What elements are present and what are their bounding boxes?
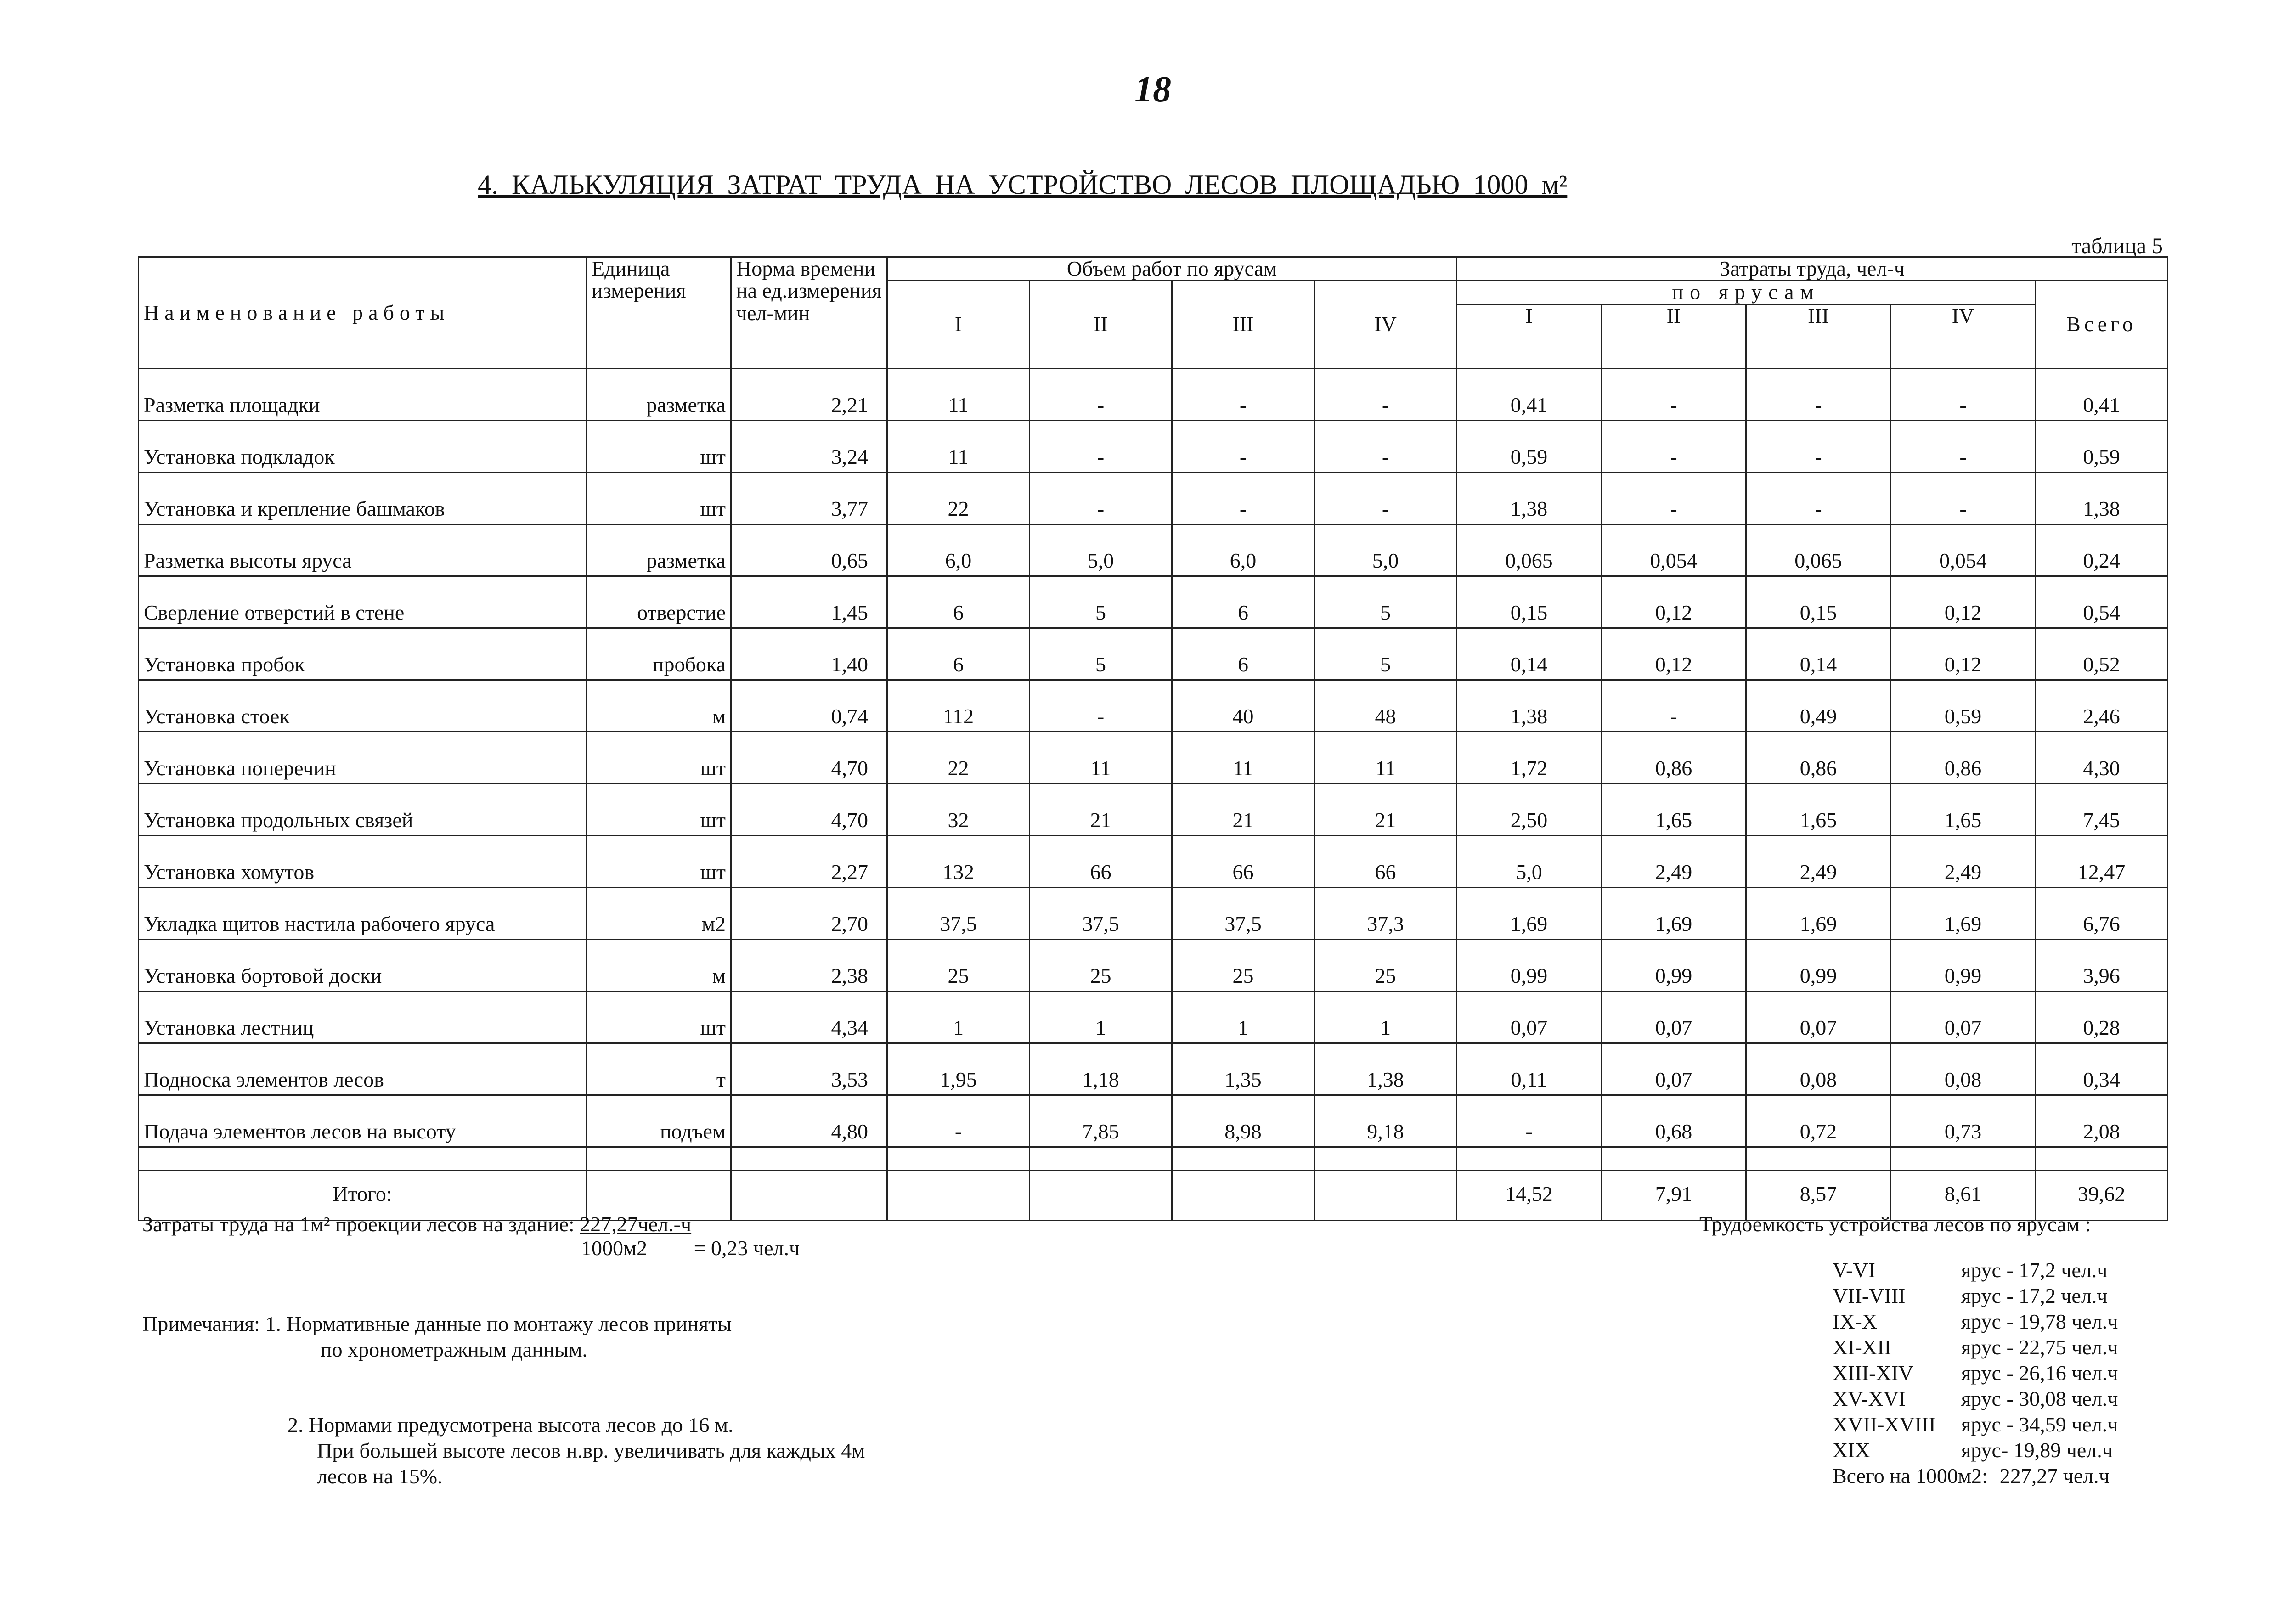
labor-tier-3-cell: 1,65 — [1746, 783, 1891, 835]
volume-tier-2-cell: 21 — [1030, 783, 1172, 835]
table-row — [139, 368, 2168, 420]
labor-cost-table — [138, 256, 2168, 1221]
work-name-cell: Установка и крепление башмаков — [139, 472, 587, 524]
labor-total-cell: 2,46 — [2036, 680, 2168, 732]
norm-cell: 4,70 — [731, 783, 887, 835]
work-name-cell: Подноска элементов лесов — [139, 1043, 587, 1095]
table-row — [139, 887, 2168, 939]
tier-labor-item — [1833, 1335, 2118, 1360]
labor-tier-2-cell: - — [1602, 420, 1746, 472]
norm-cell: 3,53 — [731, 1043, 887, 1095]
grand-total-cell: 39,62 — [2036, 1170, 2168, 1220]
header-vol-tier-2: II — [1030, 281, 1172, 368]
labor-tier-3-cell: 0,15 — [1746, 576, 1891, 628]
labor-tier-3-cell: 0,86 — [1746, 732, 1891, 783]
table-row — [139, 991, 2168, 1043]
grand-total-value: 227,27 чел.ч — [1999, 1464, 2110, 1487]
volume-tier-3-cell: 6 — [1172, 576, 1314, 628]
empty-cell — [139, 1147, 587, 1170]
labor-tier-3-cell: - — [1746, 420, 1891, 472]
table-row — [139, 732, 2168, 783]
volume-tier-1-cell: 1 — [887, 991, 1030, 1043]
empty-cell — [1172, 1170, 1314, 1220]
labor-tier-2-cell: 0,68 — [1602, 1095, 1746, 1147]
header-vol-tier-1: I — [887, 281, 1030, 368]
unit-cell: шт — [587, 732, 731, 783]
table-body — [139, 368, 2168, 1220]
labor-tier-3-cell: 0,99 — [1746, 939, 1891, 991]
empty-cell — [1457, 1147, 1602, 1170]
tier-range: XVII-XVIII — [1833, 1413, 1936, 1436]
labor-tier-4-cell: 0,12 — [1891, 628, 2036, 680]
empty-cell — [1030, 1147, 1172, 1170]
empty-cell — [1030, 1170, 1172, 1220]
volume-tier-2-cell: 37,5 — [1030, 887, 1172, 939]
norm-cell: 2,27 — [731, 835, 887, 887]
norm-cell: 1,40 — [731, 628, 887, 680]
norm-cell: 4,70 — [731, 732, 887, 783]
labor-tier-3-cell: 0,065 — [1746, 524, 1891, 576]
tier-labor-item — [1833, 1283, 2118, 1309]
empty-cell — [1746, 1147, 1891, 1170]
volume-tier-2-cell: 66 — [1030, 835, 1172, 887]
cost-result: = 0,23 чел.ч — [694, 1236, 800, 1260]
empty-cell — [1602, 1147, 1746, 1170]
tier-labor-item — [1833, 1257, 2118, 1283]
empty-cell — [731, 1147, 887, 1170]
unit-cell: шт — [587, 472, 731, 524]
unit-cell: т — [587, 1043, 731, 1095]
volume-tier-2-cell: 25 — [1030, 939, 1172, 991]
labor-tier-1-cell: 1,69 — [1457, 887, 1602, 939]
volume-tier-3-cell: 6,0 — [1172, 524, 1314, 576]
volume-tier-3-cell: - — [1172, 472, 1314, 524]
labor-total-cell: 0,41 — [2036, 368, 2168, 420]
volume-tier-1-cell: 112 — [887, 680, 1030, 732]
header-by-tiers: по ярусам — [1457, 281, 2036, 304]
labor-tier-4-cell: - — [1891, 368, 2036, 420]
labor-tier-4-cell: 2,49 — [1891, 835, 2036, 887]
labor-tier-3-cell: 0,07 — [1746, 991, 1891, 1043]
volume-tier-3-cell: 25 — [1172, 939, 1314, 991]
volume-tier-2-cell: 1,18 — [1030, 1043, 1172, 1095]
labor-tier-4-cell: 0,99 — [1891, 939, 2036, 991]
volume-tier-4-cell: 48 — [1314, 680, 1457, 732]
unit-cell: разметка — [587, 368, 731, 420]
tier-labor-item — [1833, 1386, 2118, 1412]
grand-total-line — [1833, 1463, 2118, 1489]
volume-tier-2-cell: - — [1030, 472, 1172, 524]
table-row — [139, 472, 2168, 524]
labor-tier-1-cell: 0,14 — [1457, 628, 1602, 680]
tier-labor-item — [1833, 1412, 2118, 1437]
table-row — [139, 576, 2168, 628]
volume-tier-4-cell: 1 — [1314, 991, 1457, 1043]
header-norm: Норма времени на ед.измерения чел-мин — [731, 257, 887, 369]
labor-tier-2-cell: - — [1602, 368, 1746, 420]
volume-tier-2-cell: 11 — [1030, 732, 1172, 783]
norm-cell: 2,70 — [731, 887, 887, 939]
labor-total-cell: 3,96 — [2036, 939, 2168, 991]
unit-cell: шт — [587, 835, 731, 887]
labor-tier-1-cell: 0,99 — [1457, 939, 1602, 991]
labor-tier-4-cell: 0,86 — [1891, 732, 2036, 783]
volume-tier-3-cell: 40 — [1172, 680, 1314, 732]
table-row — [139, 835, 2168, 887]
page-number: 18 — [1134, 69, 1171, 110]
volume-tier-1-cell: 32 — [887, 783, 1030, 835]
volume-tier-4-cell: 1,38 — [1314, 1043, 1457, 1095]
grand-total-label: Всего на 1000м2: — [1833, 1464, 1988, 1487]
volume-tier-2-cell: 5,0 — [1030, 524, 1172, 576]
labor-total-cell: 6,76 — [2036, 887, 2168, 939]
cost-per-m2-line — [142, 1211, 691, 1237]
volume-tier-1-cell: - — [887, 1095, 1030, 1147]
empty-cell — [1314, 1170, 1457, 1220]
total-labor-tier-3-cell: 8,57 — [1746, 1170, 1891, 1220]
empty-cell — [731, 1170, 887, 1220]
header-lab-tier-4: IV — [1891, 304, 2036, 368]
table-row — [139, 524, 2168, 576]
empty-cell — [1172, 1147, 1314, 1170]
totals-label-cell: Итого: — [139, 1170, 587, 1220]
norm-cell: 0,65 — [731, 524, 887, 576]
volume-tier-1-cell: 132 — [887, 835, 1030, 887]
work-name-cell: Установка пробок — [139, 628, 587, 680]
volume-tier-4-cell: 11 — [1314, 732, 1457, 783]
volume-tier-1-cell: 6 — [887, 576, 1030, 628]
unit-cell: м — [587, 680, 731, 732]
unit-cell: отверстие — [587, 576, 731, 628]
volume-tier-4-cell: 5 — [1314, 628, 1457, 680]
volume-tier-2-cell: 7,85 — [1030, 1095, 1172, 1147]
labor-total-cell: 2,08 — [2036, 1095, 2168, 1147]
work-name-cell: Установка подкладок — [139, 420, 587, 472]
labor-tier-3-cell: - — [1746, 472, 1891, 524]
volume-tier-3-cell: 1,35 — [1172, 1043, 1314, 1095]
volume-tier-2-cell: - — [1030, 420, 1172, 472]
volume-tier-3-cell: 6 — [1172, 628, 1314, 680]
total-labor-tier-1-cell: 14,52 — [1457, 1170, 1602, 1220]
volume-tier-1-cell: 22 — [887, 732, 1030, 783]
norm-cell: 3,77 — [731, 472, 887, 524]
labor-tier-1-cell: 0,59 — [1457, 420, 1602, 472]
labor-tier-2-cell: 0,86 — [1602, 732, 1746, 783]
norm-cell: 2,38 — [731, 939, 887, 991]
volume-tier-4-cell: - — [1314, 472, 1457, 524]
labor-tier-4-cell: - — [1891, 420, 2036, 472]
header-lab-tier-1: I — [1457, 304, 1602, 368]
tier-range: XI-XII — [1833, 1335, 1891, 1359]
labor-tier-4-cell: 1,65 — [1891, 783, 2036, 835]
tier-value: ярус - 17,2 чел.ч — [1961, 1258, 2108, 1282]
empty-cell — [887, 1170, 1030, 1220]
work-name-cell: Разметка площадки — [139, 368, 587, 420]
work-name-cell: Установка стоек — [139, 680, 587, 732]
labor-tier-2-cell: 0,054 — [1602, 524, 1746, 576]
work-name-cell: Подача элементов лесов на высоту — [139, 1095, 587, 1147]
tier-range: XV-XVI — [1833, 1387, 1906, 1410]
labor-tier-1-cell: 1,38 — [1457, 472, 1602, 524]
tier-value: ярус- 19,89 чел.ч — [1961, 1438, 2113, 1462]
unit-cell: пробока — [587, 628, 731, 680]
empty-cell — [587, 1147, 731, 1170]
tier-range: IX-X — [1833, 1310, 1878, 1333]
total-labor-tier-2-cell: 7,91 — [1602, 1170, 1746, 1220]
table-row — [139, 420, 2168, 472]
note-1-line-1: 1. Нормативные данные по монтажу лесов приняты — [265, 1312, 732, 1335]
labor-tier-3-cell: 2,49 — [1746, 835, 1891, 887]
volume-tier-4-cell: 25 — [1314, 939, 1457, 991]
labor-total-cell: 0,28 — [2036, 991, 2168, 1043]
labor-tier-2-cell: - — [1602, 472, 1746, 524]
tier-labor-item — [1833, 1360, 2118, 1386]
unit-cell: подъем — [587, 1095, 731, 1147]
work-name-cell: Установка лестниц — [139, 991, 587, 1043]
work-name-cell: Установка бортовой доски — [139, 939, 587, 991]
labor-tier-4-cell: 0,73 — [1891, 1095, 2036, 1147]
volume-tier-2-cell: 5 — [1030, 576, 1172, 628]
labor-total-cell: 1,38 — [2036, 472, 2168, 524]
cost-numerator: 227,27чел.-ч — [580, 1212, 692, 1236]
note-1-line-2: по хронометражным данным. — [321, 1338, 587, 1361]
volume-tier-4-cell: - — [1314, 368, 1457, 420]
note-2-line-3: лесов на 15%. — [317, 1465, 443, 1488]
unit-cell: шт — [587, 783, 731, 835]
norm-cell: 1,45 — [731, 576, 887, 628]
volume-tier-4-cell: 5 — [1314, 576, 1457, 628]
spacer-row — [139, 1147, 2168, 1170]
labor-tier-2-cell: 0,99 — [1602, 939, 1746, 991]
volume-tier-2-cell: 1 — [1030, 991, 1172, 1043]
tier-labor-list — [1833, 1257, 2118, 1489]
table-row — [139, 1095, 2168, 1147]
labor-total-cell: 7,45 — [2036, 783, 2168, 835]
document-title: 4. КАЛЬКУЛЯЦИЯ ЗАТРАТ ТРУДА НА УСТРОЙСТВО ЛЕСОВ ПЛОЩАДЬЮ 1000 м² — [478, 169, 1568, 200]
tier-value: ярус - 17,2 чел.ч — [1961, 1284, 2108, 1307]
notes-block — [142, 1311, 865, 1489]
labor-tier-1-cell: 5,0 — [1457, 835, 1602, 887]
labor-tier-4-cell: 0,12 — [1891, 576, 2036, 628]
work-name-cell: Установка поперечин — [139, 732, 587, 783]
labor-tier-2-cell: 0,12 — [1602, 628, 1746, 680]
unit-cell: шт — [587, 420, 731, 472]
labor-total-cell: 0,52 — [2036, 628, 2168, 680]
work-name-cell: Сверление отверстий в стене — [139, 576, 587, 628]
tier-range: XIII-XIV — [1833, 1361, 1914, 1385]
labor-total-cell: 0,54 — [2036, 576, 2168, 628]
labor-tier-4-cell: - — [1891, 472, 2036, 524]
volume-tier-1-cell: 6 — [887, 628, 1030, 680]
labor-total-cell: 0,24 — [2036, 524, 2168, 576]
header-vol-tier-4: IV — [1314, 281, 1457, 368]
volume-tier-4-cell: - — [1314, 420, 1457, 472]
header-vol-tier-3: III — [1172, 281, 1314, 368]
volume-tier-3-cell: - — [1172, 368, 1314, 420]
volume-tier-1-cell: 25 — [887, 939, 1030, 991]
norm-cell: 4,34 — [731, 991, 887, 1043]
volume-tier-1-cell: 1,95 — [887, 1043, 1030, 1095]
cost-result-line — [581, 1235, 800, 1261]
labor-total-cell: 4,30 — [2036, 732, 2168, 783]
labor-tier-1-cell: 1,72 — [1457, 732, 1602, 783]
volume-tier-1-cell: 37,5 — [887, 887, 1030, 939]
labor-tier-1-cell: 1,38 — [1457, 680, 1602, 732]
labor-tier-4-cell: 1,69 — [1891, 887, 2036, 939]
labor-tier-3-cell: 0,14 — [1746, 628, 1891, 680]
tier-labor-item — [1833, 1437, 2118, 1463]
labor-tier-4-cell: 0,59 — [1891, 680, 2036, 732]
unit-cell: шт — [587, 991, 731, 1043]
volume-tier-1-cell: 22 — [887, 472, 1030, 524]
unit-cell: м — [587, 939, 731, 991]
work-name-cell: Установка продольных связей — [139, 783, 587, 835]
empty-cell — [2036, 1147, 2168, 1170]
volume-tier-1-cell: 11 — [887, 368, 1030, 420]
labor-total-cell: 12,47 — [2036, 835, 2168, 887]
table-row — [139, 1043, 2168, 1095]
labor-tier-2-cell: 0,07 — [1602, 1043, 1746, 1095]
table-row — [139, 680, 2168, 732]
table-label: таблица 5 — [2071, 234, 2163, 258]
volume-tier-2-cell: 5 — [1030, 628, 1172, 680]
volume-tier-3-cell: 21 — [1172, 783, 1314, 835]
header-name: Наименование работы — [139, 257, 587, 369]
notes-label: Примечания: — [142, 1312, 260, 1335]
volume-tier-4-cell: 37,3 — [1314, 887, 1457, 939]
empty-cell — [887, 1147, 1030, 1170]
labor-tier-2-cell: 0,12 — [1602, 576, 1746, 628]
labor-tier-1-cell: - — [1457, 1095, 1602, 1147]
volume-tier-1-cell: 11 — [887, 420, 1030, 472]
labor-tier-2-cell: 0,07 — [1602, 991, 1746, 1043]
tier-range: XIX — [1833, 1438, 1870, 1462]
volume-tier-3-cell: 66 — [1172, 835, 1314, 887]
labor-tier-4-cell: 0,08 — [1891, 1043, 2036, 1095]
volume-tier-4-cell: 9,18 — [1314, 1095, 1457, 1147]
header-lab-tier-2: II — [1602, 304, 1746, 368]
tier-value: ярус - 30,08 чел.ч — [1961, 1387, 2118, 1410]
labor-tier-1-cell: 0,41 — [1457, 368, 1602, 420]
norm-cell: 3,24 — [731, 420, 887, 472]
labor-tier-1-cell: 0,11 — [1457, 1043, 1602, 1095]
labor-total-cell: 0,59 — [2036, 420, 2168, 472]
volume-tier-4-cell: 21 — [1314, 783, 1457, 835]
labor-total-cell: 0,34 — [2036, 1043, 2168, 1095]
volume-tier-3-cell: 37,5 — [1172, 887, 1314, 939]
cost-denominator: 1000м2 — [581, 1236, 648, 1260]
labor-tier-3-cell: 0,08 — [1746, 1043, 1891, 1095]
header-total: Всего — [2036, 281, 2168, 368]
norm-cell: 0,74 — [731, 680, 887, 732]
labor-tier-1-cell: 0,07 — [1457, 991, 1602, 1043]
norm-cell: 2,21 — [731, 368, 887, 420]
header-volume-group: Объем работ по ярусам — [887, 257, 1457, 281]
tier-value: ярус - 19,78 чел.ч — [1961, 1310, 2118, 1333]
work-name-cell: Разметка высоты яруса — [139, 524, 587, 576]
total-labor-tier-4-cell: 8,61 — [1891, 1170, 2036, 1220]
cost-text: Затраты труда на 1м² проекции лесов на здание: — [142, 1212, 575, 1236]
unit-cell: разметка — [587, 524, 731, 576]
volume-tier-2-cell: - — [1030, 368, 1172, 420]
unit-cell: м2 — [587, 887, 731, 939]
note-2-line-1: 2. Нормами предусмотрена высота лесов до 16 м. — [288, 1413, 733, 1437]
labor-tier-2-cell: - — [1602, 680, 1746, 732]
empty-cell — [1314, 1147, 1457, 1170]
tier-value: ярус - 22,75 чел.ч — [1961, 1335, 2118, 1359]
labor-tier-3-cell: 0,49 — [1746, 680, 1891, 732]
volume-tier-4-cell: 5,0 — [1314, 524, 1457, 576]
work-name-cell: Укладка щитов настила рабочего яруса — [139, 887, 587, 939]
tier-range: V-VI — [1833, 1258, 1875, 1282]
labor-tier-4-cell: 0,07 — [1891, 991, 2036, 1043]
note-2-line-2: При большей высоте лесов н.вр. увеличивать для каждых 4м — [317, 1439, 865, 1462]
volume-tier-3-cell: - — [1172, 420, 1314, 472]
header-labor-group: Затраты труда, чел-ч — [1457, 257, 2168, 281]
labor-tier-2-cell: 1,65 — [1602, 783, 1746, 835]
empty-cell — [1891, 1147, 2036, 1170]
labor-tier-1-cell: 2,50 — [1457, 783, 1602, 835]
volume-tier-2-cell: - — [1030, 680, 1172, 732]
tier-range: VII-VIII — [1833, 1284, 1906, 1307]
table-row — [139, 628, 2168, 680]
table-row — [139, 939, 2168, 991]
tier-labor-item — [1833, 1309, 2118, 1335]
tier-value: ярус - 34,59 чел.ч — [1961, 1413, 2118, 1436]
labor-tier-3-cell: - — [1746, 368, 1891, 420]
labor-tier-4-cell: 0,054 — [1891, 524, 2036, 576]
norm-cell: 4,80 — [731, 1095, 887, 1147]
labor-tier-3-cell: 1,69 — [1746, 887, 1891, 939]
volume-tier-4-cell: 66 — [1314, 835, 1457, 887]
header-unit: Единица измерения — [587, 257, 731, 369]
volume-tier-1-cell: 6,0 — [887, 524, 1030, 576]
labor-tier-2-cell: 1,69 — [1602, 887, 1746, 939]
volume-tier-3-cell: 1 — [1172, 991, 1314, 1043]
volume-tier-3-cell: 11 — [1172, 732, 1314, 783]
labor-tier-1-cell: 0,065 — [1457, 524, 1602, 576]
volume-tier-3-cell: 8,98 — [1172, 1095, 1314, 1147]
tier-labor-heading: Трудоемкость устройства лесов по ярусам : — [1699, 1212, 2091, 1236]
work-name-cell: Установка хомутов — [139, 835, 587, 887]
labor-tier-3-cell: 0,72 — [1746, 1095, 1891, 1147]
labor-tier-1-cell: 0,15 — [1457, 576, 1602, 628]
header-lab-tier-3: III — [1746, 304, 1891, 368]
table-row — [139, 783, 2168, 835]
tier-value: ярус - 26,16 чел.ч — [1961, 1361, 2118, 1385]
labor-tier-2-cell: 2,49 — [1602, 835, 1746, 887]
